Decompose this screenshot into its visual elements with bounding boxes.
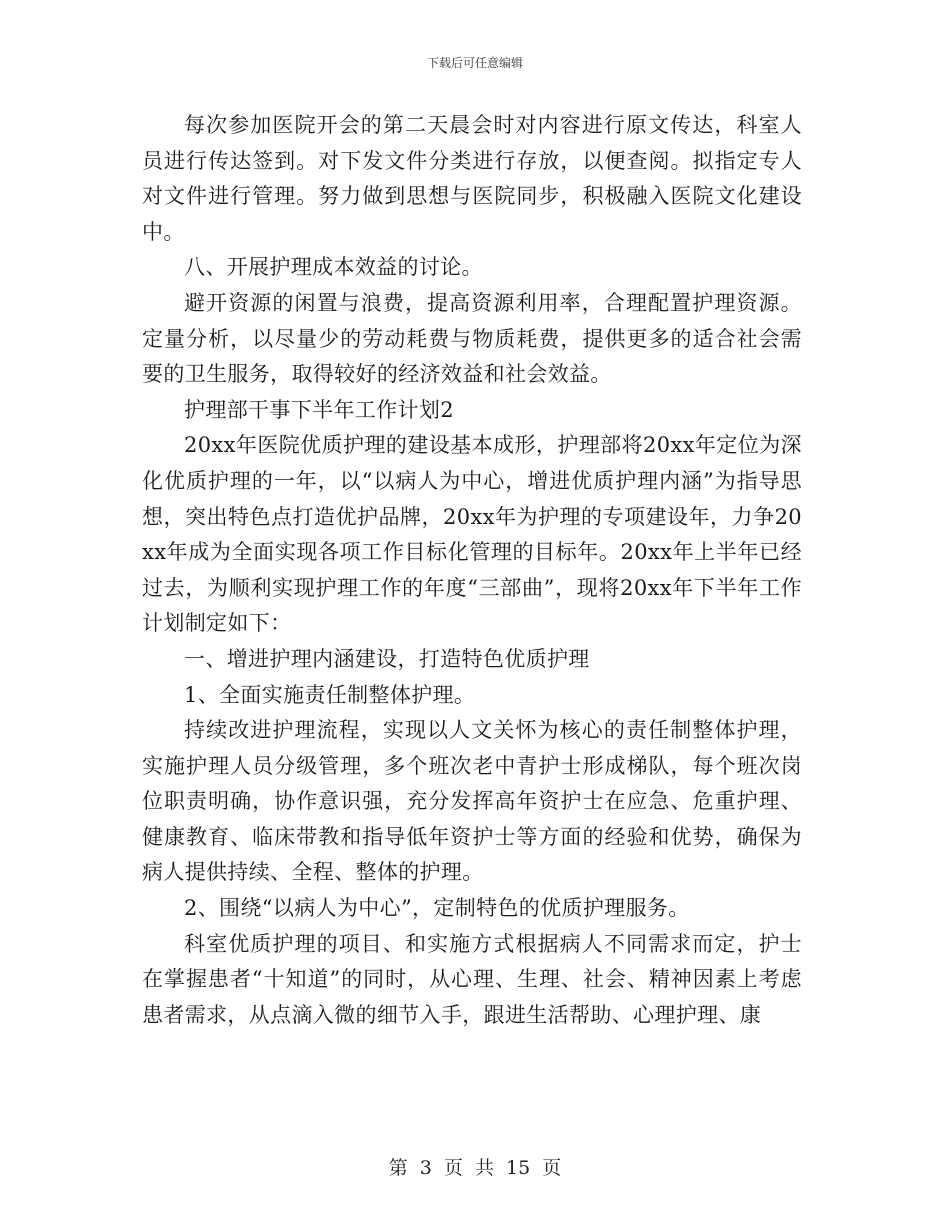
- section-heading-8: 八、开展护理成本效益的讨论。: [184, 255, 483, 280]
- paragraph-2: 避开资源的闲置与浪费，提高资源利用率，合理配置护理资源。定量分析，以尽量少的劳动耗费与物质耗费，提供更多的适合社会需要的卫生服务，取得较好的经济效益和社会效益。: [142, 290, 802, 387]
- sub-heading-2: 2、围绕“以病人为中心”，定制特色的优质护理服务。: [184, 896, 690, 921]
- paragraph-4: 持续改进护理流程，实现以人文关怀为核心的责任制整体护理，实施护理人员分级管理，多个班次老中青护士形成梯队，每个班次岗位职责明确，协作意识强，充分发挥高年资护士在应急、危重护理、健康教育、临床带教和指导低年资护士等方面的经验和优势，确保为病人提供持续、全程、整体的护理。: [142, 718, 802, 885]
- footer-label-unit: 页: [443, 1157, 463, 1179]
- document-body: [142, 108, 802, 1033]
- sub-heading-1: 1、全面实施责任制整体护理。: [184, 682, 476, 707]
- footer-label-total: 共: [474, 1157, 494, 1179]
- paragraph-1: 每次参加医院开会的第二天晨会时对内容进行原文传达，科室人员进行传达签到。对下发文件分类进行存放，以便查阅。拟指定专人对文件进行管理。努力做到思想与医院同步，积极融入医院文化建设中。: [142, 113, 802, 244]
- paragraph-5: 科室优质护理的项目、和实施方式根据病人不同需求而定，护士在掌握患者“十知道”的同时，从心理、生理、社会、精神因素上考虑患者需求，从点滴入微的细节入手，跟进生活帮助、心理护理、康: [142, 931, 802, 1027]
- section-heading-1: 一、增进护理内涵建设，打造特色优质护理: [184, 646, 590, 671]
- paragraph-3: 20xx年医院优质护理的建设基本成形，护理部将20xx年定位为深化优质护理的一年，以“以病人为中心，增进优质护理内涵”为指导思想，突出特色点打造优护品牌，20xx年为护理的专项建设年，力争20xx年成为全面实现各项工作目标化管理的目标年。20xx年上半年已经过去，为顺利实现护理工作的年度“三部曲”，现将20xx年下半年工作计划制定如下：: [142, 433, 802, 636]
- footer-label-page: 第: [388, 1157, 408, 1179]
- page-footer: [0, 1153, 950, 1180]
- page-header-note: 下载后可任意编辑: [426, 56, 523, 70]
- footer-label-unit-2: 页: [542, 1157, 562, 1179]
- document-subtitle: 护理部干事下半年工作计划2: [184, 397, 454, 422]
- footer-current-page: 3: [419, 1157, 432, 1179]
- footer-total-pages: 15: [506, 1157, 531, 1179]
